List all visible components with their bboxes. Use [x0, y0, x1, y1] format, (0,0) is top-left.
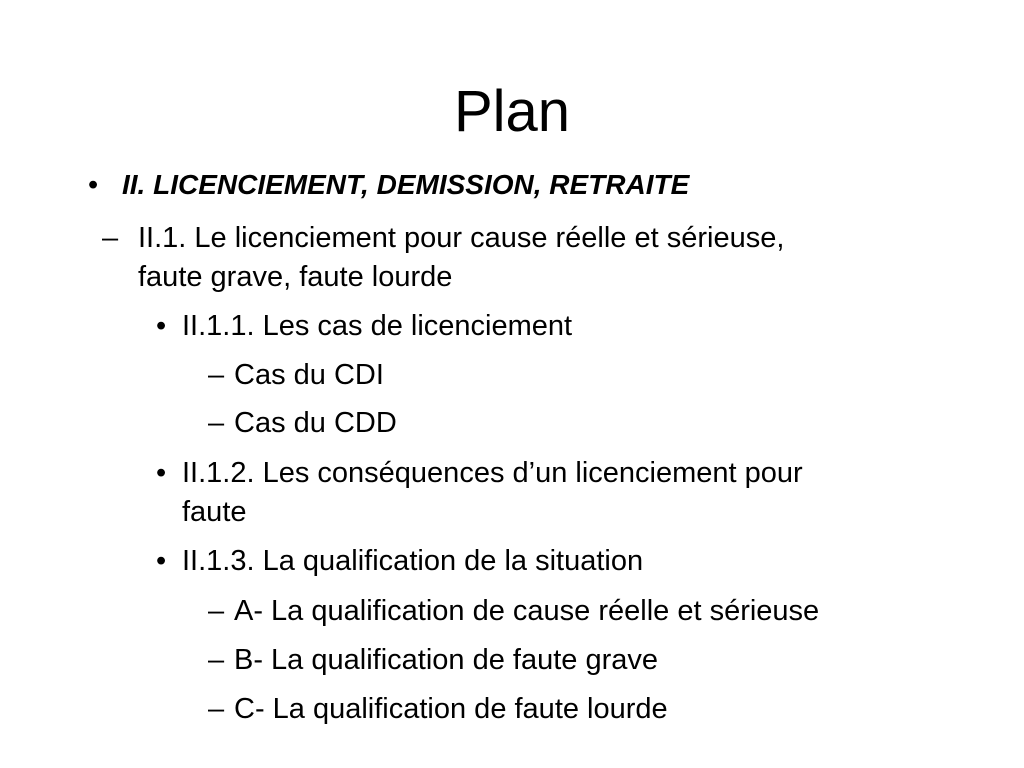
list-item-text-line1: II.1.2. Les conséquences d’un licenciement pour: [182, 457, 803, 489]
list-item-text: II. LICENCIEMENT, DEMISSION, RETRAITE: [122, 169, 690, 200]
dash-icon: –: [208, 595, 225, 627]
bullet-icon: •: [88, 169, 99, 201]
bullet-icon: •: [156, 545, 167, 577]
dash-icon: –: [208, 693, 225, 725]
list-item-text: B- La qualification de faute grave: [234, 644, 658, 676]
bullet-icon: •: [156, 310, 167, 342]
bullet-icon: •: [156, 457, 167, 489]
list-item-text: A- La qualification de cause réelle et sérieuse: [234, 595, 820, 627]
list-item-text-line1: II.1. Le licenciement pour cause réelle et sérieuse,: [138, 222, 785, 254]
dash-icon: –: [102, 222, 119, 254]
list-item-text-line2: faute grave, faute lourde: [138, 261, 453, 293]
dash-icon: –: [208, 359, 225, 391]
slide-title: Plan: [453, 78, 571, 144]
list-item-text: C- La qualification de faute lourde: [234, 693, 668, 725]
dash-icon: –: [208, 644, 225, 676]
list-item-text: II.1.1. Les cas de licenciement: [182, 310, 573, 342]
list-item-text: Cas du CDD: [234, 407, 397, 439]
list-item-text: Cas du CDI: [234, 359, 384, 391]
list-item-text-line2: faute: [182, 496, 247, 528]
dash-icon: –: [208, 407, 225, 439]
list-item-text: II.1.3. La qualification de la situation: [182, 545, 644, 577]
